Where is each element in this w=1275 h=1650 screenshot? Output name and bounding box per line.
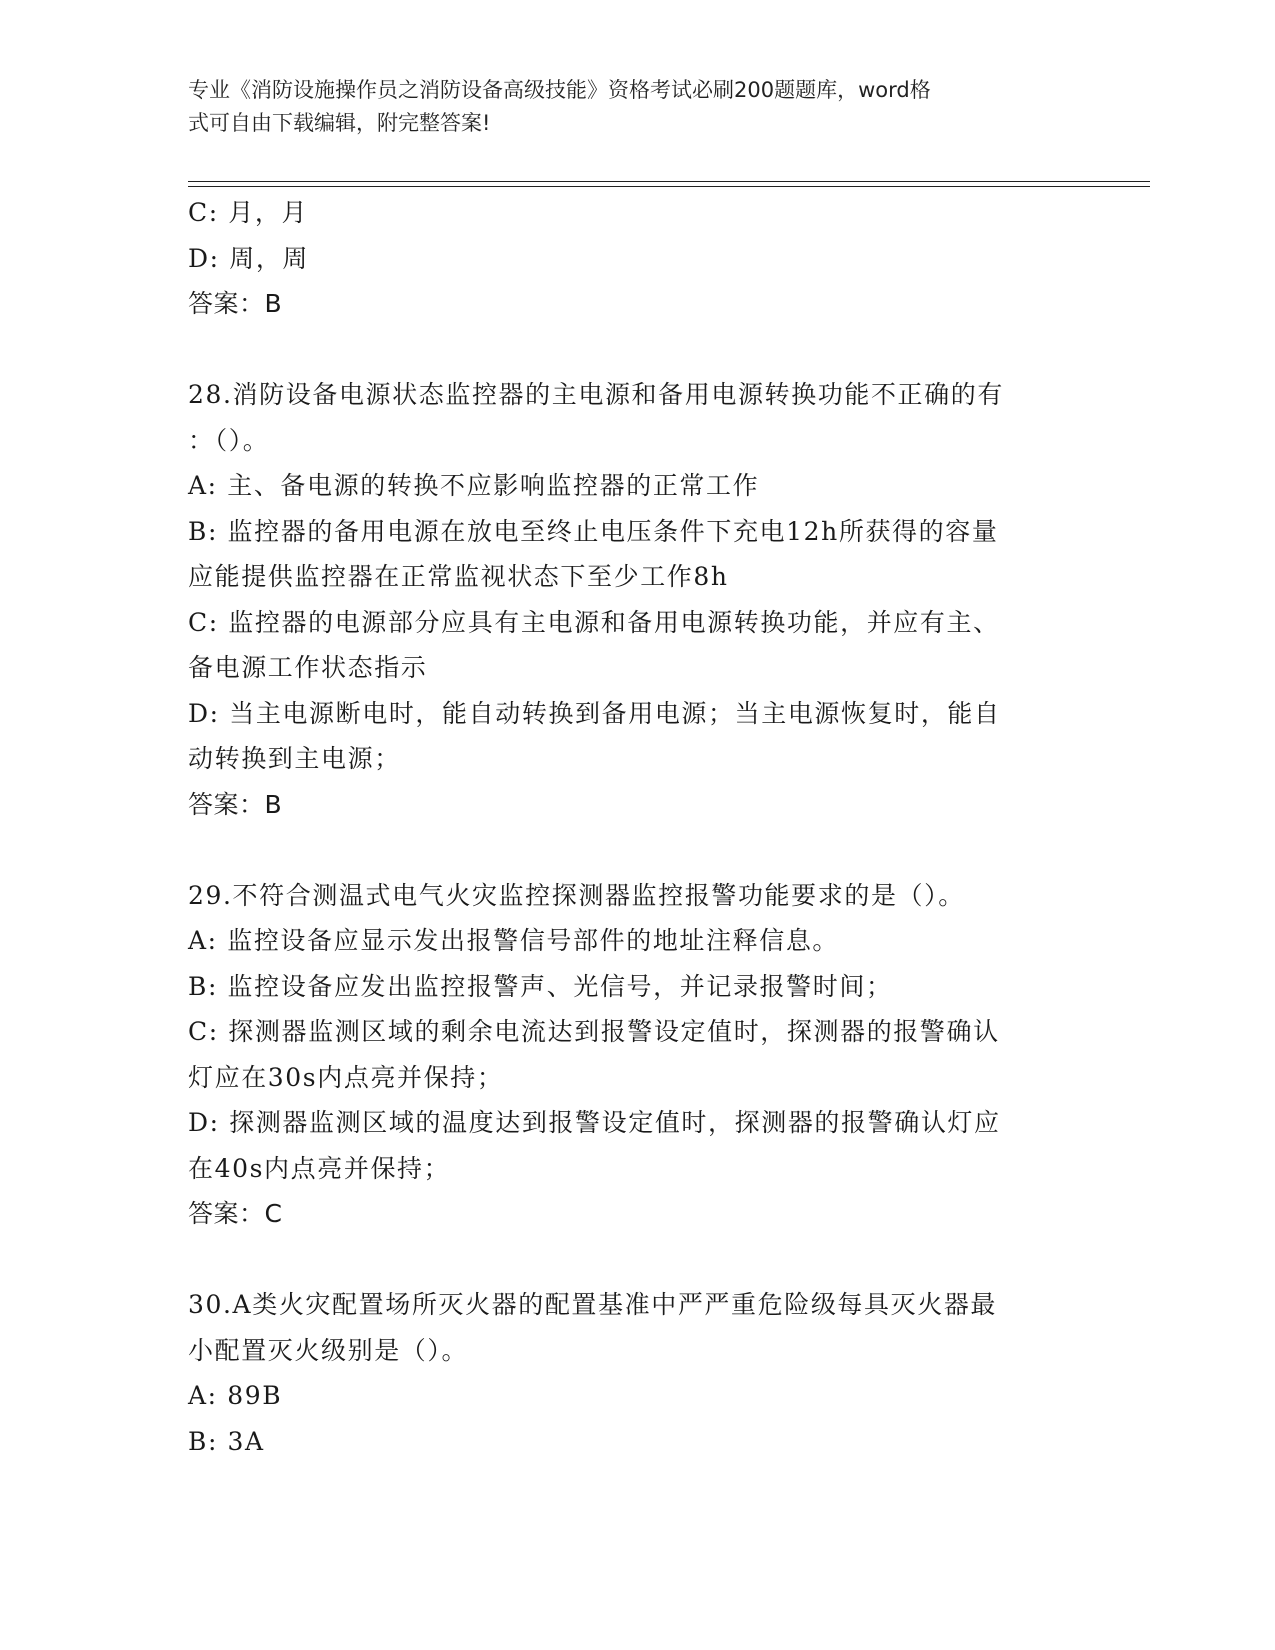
- option-c: C: 监控器的电源部分应具有主电源和备用电源转换功能，并应有主、: [188, 607, 1000, 637]
- option-b: B: 监控器的备用电源在放电至终止电压条件下充电12h所获得的容量: [188, 516, 999, 546]
- option-b-continued: 应能提供监控器在正常监视状态下至少工作8h: [188, 562, 729, 591]
- question-29: [188, 873, 1078, 1237]
- option-a: A: 89B: [188, 1381, 283, 1410]
- option-c-continued: 备电源工作状态指示: [188, 653, 428, 682]
- spacer: [188, 1237, 1078, 1283]
- option-c-continued: 灯应在30s内点亮并保持；: [188, 1062, 504, 1092]
- option-d-continued: 在40s内点亮并保持；: [188, 1153, 451, 1183]
- header-divider-bottom: [188, 186, 1150, 187]
- question-stem-line: ：（）。: [188, 425, 270, 455]
- document-header: [188, 74, 1068, 140]
- question-stem-line: 28.消防设备电源状态监控器的主电源和备用电源转换功能不正确的有: [188, 380, 1004, 409]
- answer-line: 答案：C: [188, 1199, 283, 1228]
- option-c: C: 探测器监测区域的剩余电流达到报警设定值时，探测器的报警确认: [188, 1017, 1000, 1046]
- option-d: D: 当主电源断电时，能自动转换到备用电源；当主电源恢复时，能自: [188, 698, 1001, 728]
- option-d: D: 周，周: [188, 243, 310, 273]
- answer-line: 答案：B: [188, 789, 283, 819]
- option-a: A: 主、备电源的转换不应影响监控器的正常工作: [188, 471, 760, 500]
- answer-line: 答案：B: [188, 289, 283, 318]
- question-30: [188, 1282, 1078, 1464]
- spacer: [188, 327, 1078, 373]
- spacer: [188, 827, 1078, 873]
- option-d: D: 探测器监测区域的温度达到报警设定值时，探测器的报警确认灯应: [188, 1108, 1001, 1137]
- question-stem-line: 29.不符合测温式电气火灾监控探测器监控报警功能要求的是（）。: [188, 880, 965, 910]
- header-line-2: 式可自由下载编辑，附完整答案!: [188, 111, 491, 135]
- option-c: C: 月，月: [188, 198, 309, 227]
- question-stem-line: 30.A类火灾配置场所灭火器的配置基准中严严重危险级每具灭火器最: [188, 1290, 998, 1319]
- header-line-1: 专业《消防设施操作员之消防设备高级技能》资格考试必刷200题题库，word格: [188, 78, 931, 102]
- option-b: B: 监控设备应发出监控报警声、光信号，并记录报警时间；: [188, 971, 893, 1001]
- option-a: A: 监控设备应显示发出报警信号部件的地址注释信息。: [188, 926, 840, 955]
- option-d-continued: 动转换到主电源；: [188, 744, 401, 773]
- option-b: B: 3A: [188, 1426, 265, 1456]
- document-body: [188, 190, 1078, 1464]
- question-28: [188, 372, 1078, 827]
- header-divider-top: [188, 181, 1150, 182]
- question-stem-line: 小配置灭火级别是（）。: [188, 1335, 469, 1365]
